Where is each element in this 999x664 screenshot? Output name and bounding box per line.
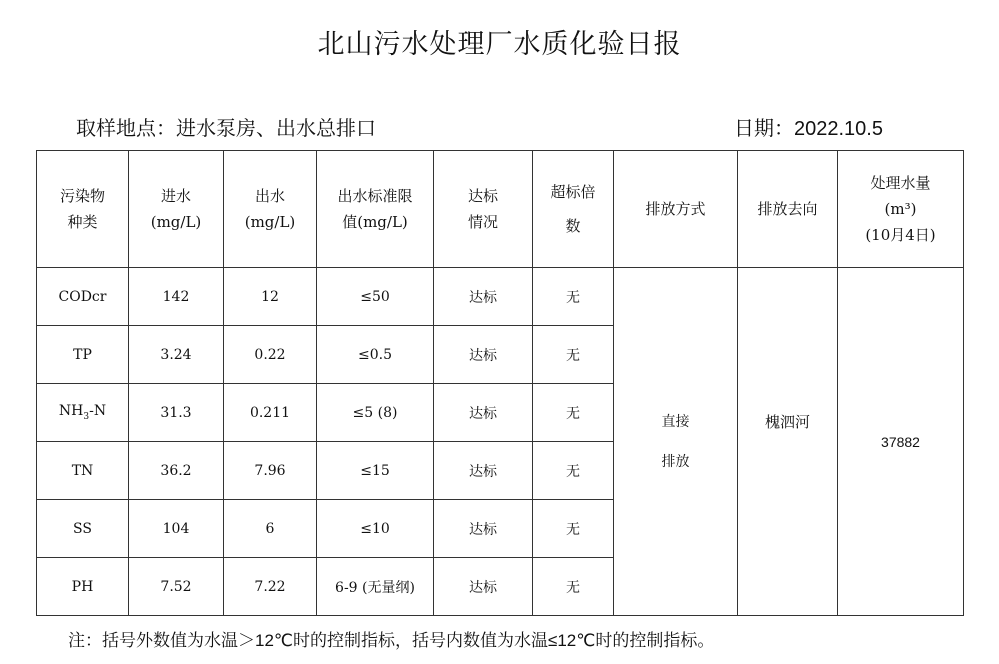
cell-limit: 6-9 (无量纲) <box>317 558 434 616</box>
cell-exceed: 无 <box>533 326 614 384</box>
cell-influent: 36.2 <box>129 442 224 500</box>
cell-effluent: 0.211 <box>224 384 317 442</box>
cell-exceed: 无 <box>533 500 614 558</box>
cell-effluent: 7.22 <box>224 558 317 616</box>
cell-limit: ≤5 (8) <box>317 384 434 442</box>
cell-pollutant: PH <box>37 558 129 616</box>
cell-exceed: 无 <box>533 558 614 616</box>
cell-effluent: 0.22 <box>224 326 317 384</box>
cell-limit: ≤10 <box>317 500 434 558</box>
cell-pollutant: SS <box>37 500 129 558</box>
header-influent: 进水 (mg/L) <box>129 151 224 268</box>
cell-volume: 37882 <box>838 268 964 616</box>
cell-limit: ≤50 <box>317 268 434 326</box>
header-discharge-dest: 排放去向 <box>738 151 838 268</box>
report-date: 日期：2022.10.5 <box>734 118 883 140</box>
cell-pollutant: TP <box>37 326 129 384</box>
cell-influent: 3.24 <box>129 326 224 384</box>
footnote: 注：括号外数值为水温＞12℃时的控制指标，括号内数值为水温≤12℃时的控制指标。 <box>68 631 715 650</box>
cell-status: 达标 <box>434 326 533 384</box>
header-compliance: 达标 情况 <box>434 151 533 268</box>
header-exceed: 超标倍 数 <box>533 151 614 268</box>
cell-status: 达标 <box>434 500 533 558</box>
cell-discharge-method: 直接 排放 <box>614 268 738 616</box>
header-volume: 处理水量 (m³) (10月4日) <box>838 151 964 268</box>
cell-influent: 7.52 <box>129 558 224 616</box>
header-discharge-method: 排放方式 <box>614 151 738 268</box>
cell-exceed: 无 <box>533 384 614 442</box>
cell-limit: ≤0.5 <box>317 326 434 384</box>
cell-pollutant: TN <box>37 442 129 500</box>
table-header-row <box>37 151 964 268</box>
cell-exceed: 无 <box>533 442 614 500</box>
cell-exceed: 无 <box>533 268 614 326</box>
cell-influent: 104 <box>129 500 224 558</box>
header-pollutant: 污染物 种类 <box>37 151 129 268</box>
cell-effluent: 7.96 <box>224 442 317 500</box>
cell-pollutant: $NH_3-N$ <box>37 384 129 442</box>
report-title: 北山污水处理厂水质化验日报 <box>317 29 682 59</box>
cell-status: 达标 <box>434 442 533 500</box>
cell-influent: 142 <box>129 268 224 326</box>
sampling-location: 取样地点：进水泵房、出水总排口 <box>76 118 376 140</box>
cell-limit: ≤15 <box>317 442 434 500</box>
cell-effluent: 12 <box>224 268 317 326</box>
water-quality-table <box>36 150 964 616</box>
cell-status: 达标 <box>434 384 533 442</box>
header-limit: 出水标准限 值(mg/L) <box>317 151 434 268</box>
cell-pollutant: CODcr <box>37 268 129 326</box>
header-effluent: 出水 (mg/L) <box>224 151 317 268</box>
table-row <box>37 268 964 326</box>
cell-status: 达标 <box>434 268 533 326</box>
cell-discharge-dest: 槐泗河 <box>738 268 838 616</box>
cell-effluent: 6 <box>224 500 317 558</box>
cell-influent: 31.3 <box>129 384 224 442</box>
cell-status: 达标 <box>434 558 533 616</box>
